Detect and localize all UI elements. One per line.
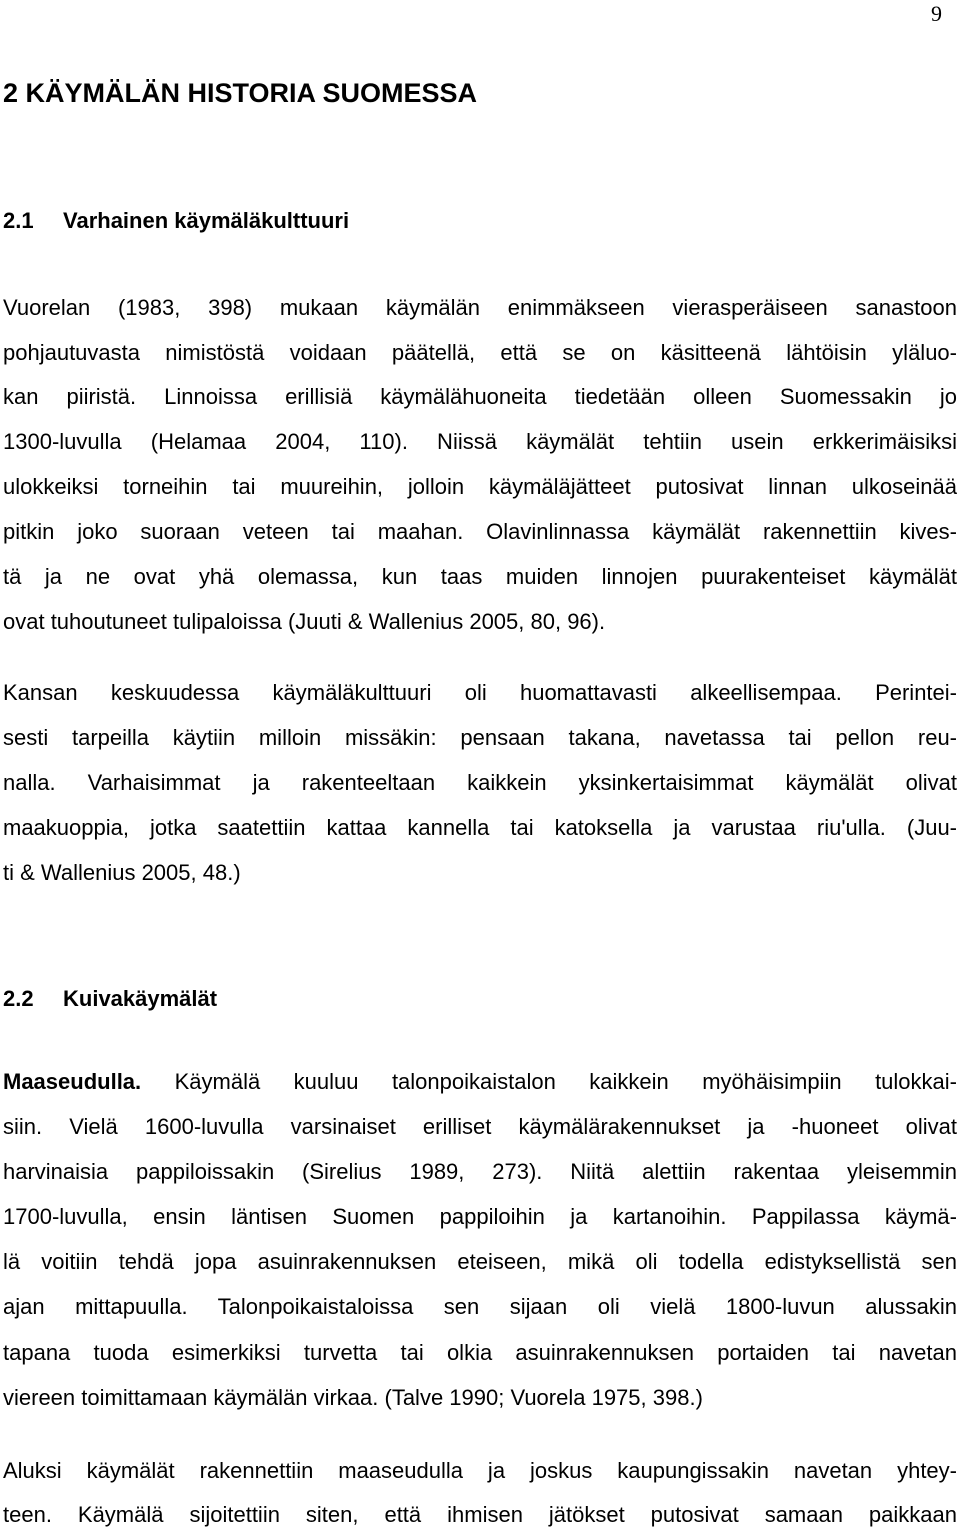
paragraph-line: teen. Käymälä sijoitettiin siten, että ihmisen jätökset putosivat samaan paikkaan <box>3 1502 957 1527</box>
section-number: 2.2 <box>3 986 34 1011</box>
paragraph-line: Aluksi käymälät rakennettiin maaseudulla ja joskus kaupungissakin navetan yhtey- <box>3 1458 957 1483</box>
paragraph-line-text: Käymälä kuuluu talonpoikaistalon kaikkein myöhäisimpiin tulokkai- <box>141 1069 957 1094</box>
paragraph-line: 1300-luvulla (Helamaa 2004, 110). Niissä käymälät tehtiin usein erkkerimäisiksi <box>3 429 957 454</box>
paragraph-line-first <box>3 1068 957 1096</box>
paragraph-line: pitkin joko suoraan veteen tai maahan. Olavinlinnassa käymälät rakennettiin kives- <box>3 519 957 544</box>
paragraph-line: pohjautuvasta nimistöstä voidaan päätellä, että se on käsitteenä lähtöisin yläluo- <box>3 340 957 365</box>
page-number: 9 <box>931 1 942 26</box>
section-heading-2-2 <box>3 985 217 1013</box>
section-heading-2-1 <box>3 207 349 235</box>
section-number: 2.1 <box>3 208 34 233</box>
paragraph-line: nalla. Varhaisimmat ja rakenteeltaan kaikkein yksinkertaisimmat käymälät olivat <box>3 770 957 795</box>
paragraph-line: Kansan keskuudessa käymäläkulttuuri oli huomattavasti alkeellisempaa. Perintei- <box>3 680 957 705</box>
paragraph-line: 1700-luvulla, ensin läntisen Suomen pappiloihin ja kartanoihin. Pappilassa käymä- <box>3 1204 957 1229</box>
paragraph-line: lä voitiin tehdä jopa asuinrakennuksen eteiseen, mikä oli todella edistyksellistä sen <box>3 1249 957 1274</box>
run-in-heading: Maaseudulla. <box>3 1069 142 1094</box>
section-title: Kuivakäymälät <box>63 986 218 1011</box>
paragraph-line: kan piiristä. Linnoissa erillisiä käymälähuoneita tiedetään olleen Suomessakin jo <box>3 384 957 409</box>
paragraph-line: sesti tarpeilla käytiin milloin missäkin: pensaan takana, navetassa tai pellon reu- <box>3 725 957 750</box>
chapter-heading: 2 KÄYMÄLÄN HISTORIA SUOMESSA <box>3 78 478 108</box>
paragraph-line: tapana tuoda esimerkiksi turvetta tai olkia asuinrakennuksen portaiden tai navetan <box>3 1340 957 1365</box>
paragraph-line: viereen toimittamaan käymälän virkaa. (Talve 1990; Vuorela 1975, 398.) <box>3 1385 703 1410</box>
paragraph-line: Vuorelan (1983, 398) mukaan käymälän enimmäkseen vierasperäiseen sanastoon <box>3 295 957 320</box>
paragraph-line: ulokkeiksi torneihin tai muureihin, jolloin käymäläjätteet putosivat linnan ulkoseinää <box>3 474 957 499</box>
paragraph-line: siin. Vielä 1600-luvulla varsinaiset erilliset käymälärakennukset ja -huoneet olivat <box>3 1114 957 1139</box>
paragraph-line: ajan mittapuulla. Talonpoikaistaloissa sen sijaan oli vielä 1800-luvun alussakin <box>3 1294 957 1319</box>
paragraph-line: tä ja ne ovat yhä olemassa, kun taas muiden linnojen puurakenteiset käymälät <box>3 564 957 589</box>
paragraph-line: harvinaisia pappiloissakin (Sirelius 1989, 273). Niitä alettiin rakentaa yleisemmin <box>3 1159 957 1184</box>
section-title: Varhainen käymäläkulttuuri <box>63 208 350 233</box>
paragraph-line: ovat tuhoutuneet tulipaloissa (Juuti & Wallenius 2005, 80, 96). <box>3 609 606 634</box>
paragraph-line: ti & Wallenius 2005, 48.) <box>3 860 241 885</box>
paragraph-line: maakuoppia, jotka saatettiin kattaa kannella tai katoksella ja varustaa riu'ulla. (Juu- <box>3 815 957 840</box>
